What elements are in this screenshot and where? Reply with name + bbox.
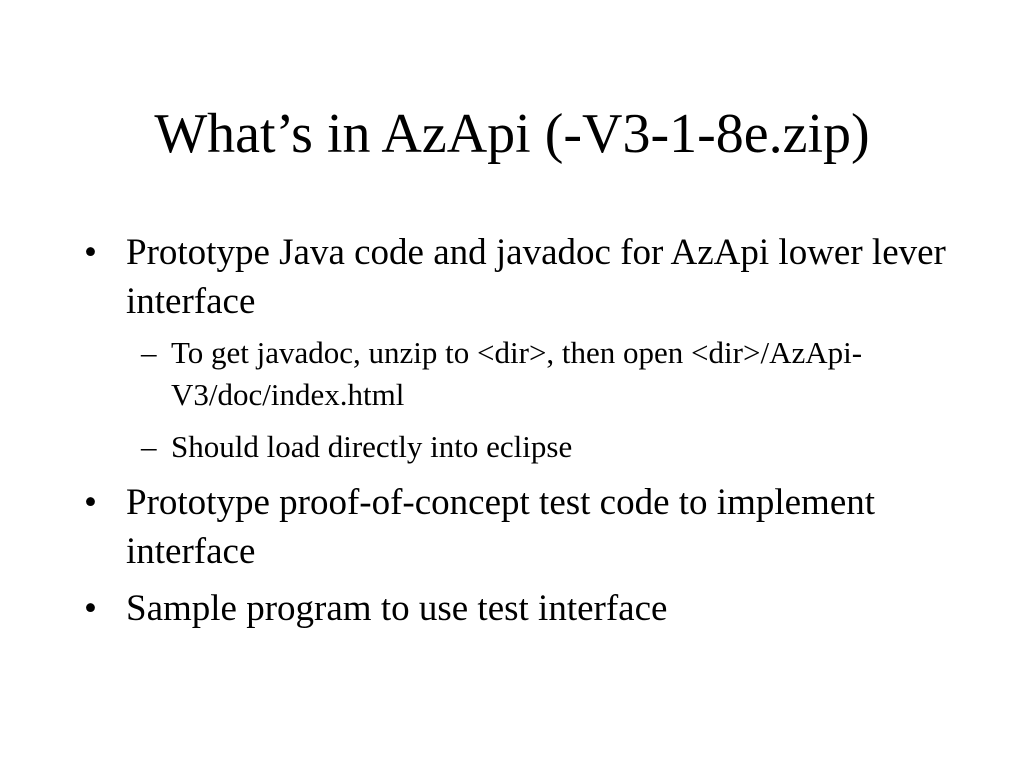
bullet-text: Prototype Java code and javadoc for AzApi lower lever interface (126, 232, 946, 322)
slide-title: What’s in AzApi (-V3-1-8e.zip) (154, 103, 870, 165)
bullet-marker: • (84, 482, 97, 523)
sub-bullet-item (126, 332, 964, 416)
sub-bullet-text: Should load directly into eclipse (171, 429, 573, 464)
sub-bullet-item (126, 426, 964, 468)
bullet-item (84, 584, 964, 633)
bullet-text: Prototype proof-of-concept test code to implement interface (126, 482, 876, 572)
sub-bullet-marker: – (141, 335, 157, 370)
bullet-list (84, 228, 964, 641)
bullet-marker: • (84, 232, 97, 273)
sub-bullet-text: To get javadoc, unzip to <dir>, then open <dir>/AzApi-V3/doc/index.html (171, 335, 863, 412)
bullet-text: Sample program to use test interface (126, 588, 668, 629)
sub-bullet-list (126, 332, 964, 468)
sub-bullet-marker: – (141, 429, 157, 464)
bullet-marker: • (84, 588, 97, 629)
bullet-item (84, 478, 964, 576)
bullet-item (84, 228, 964, 468)
